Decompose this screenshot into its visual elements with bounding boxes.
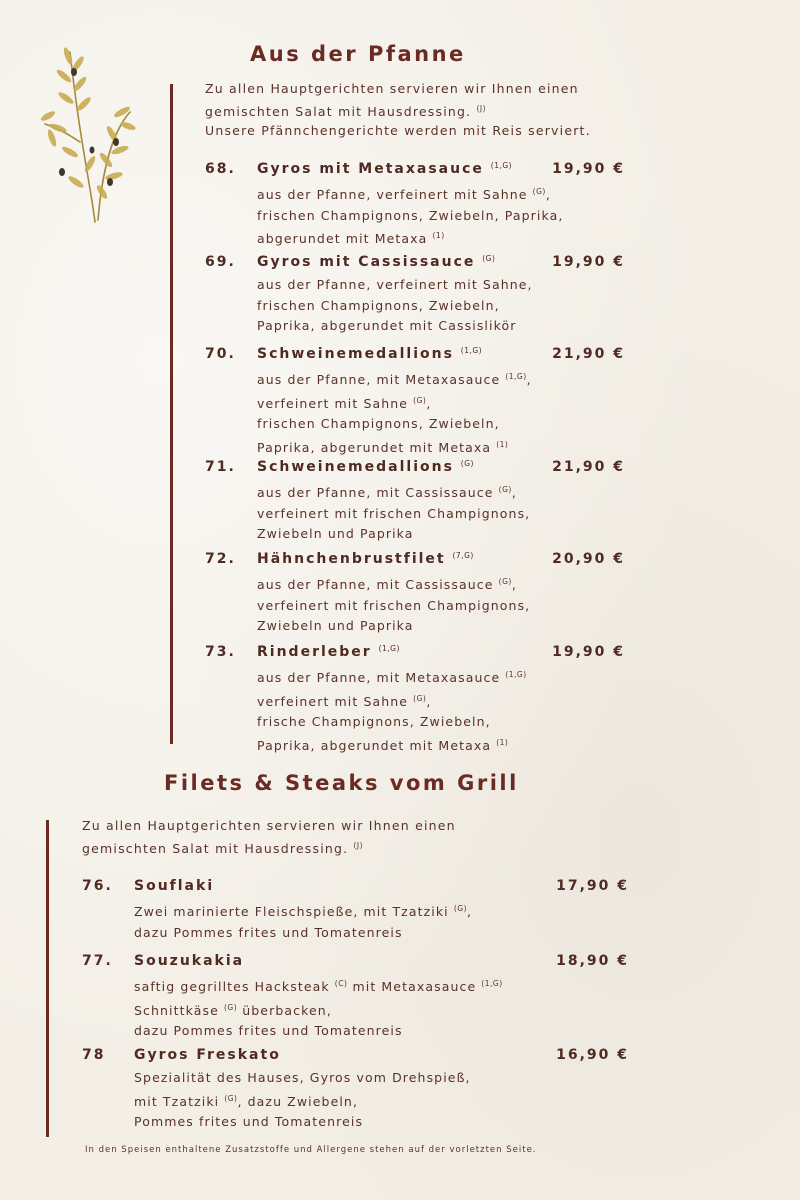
description-text: Schnittkäse	[134, 1002, 219, 1018]
allergen-code: (1,G)	[378, 644, 400, 653]
allergen-code: (1)	[496, 439, 509, 449]
allergen-code: (G)	[453, 904, 467, 913]
description-text: Paprika, abgerundet mit Metaxa	[257, 737, 492, 753]
description-line	[257, 206, 563, 227]
description-line	[257, 275, 533, 296]
description-line	[257, 316, 533, 337]
description-line	[134, 1068, 471, 1089]
description-text: mit Metaxasauce	[347, 979, 477, 994]
description-line	[257, 226, 563, 250]
description-text: Zwiebeln und Paprika	[257, 618, 414, 633]
allergen-code: (1)	[432, 231, 445, 240]
intro-text: Zu allen Hauptgerichten servieren wir Ihnen einen	[205, 81, 579, 96]
allergen-code: (G)	[460, 459, 474, 468]
description-text: ,	[511, 577, 517, 592]
allergen-code: (7,G)	[452, 551, 474, 560]
section-title-grill: Filets & Steaks vom Grill	[164, 771, 519, 795]
item-number: 69.	[205, 254, 236, 270]
description-line	[257, 712, 527, 733]
item-number: 71.	[205, 459, 236, 475]
item-name-text: Rinderleber	[257, 644, 372, 660]
description-line	[257, 524, 530, 545]
item-name-text: Souzukakia	[134, 953, 245, 969]
allergen-code: (G)	[413, 395, 427, 405]
item-price: 21,90 €	[552, 459, 625, 475]
description-line	[134, 899, 472, 923]
description-line	[134, 1089, 471, 1113]
description-line	[257, 182, 563, 206]
description-text: aus der Pfanne, mit Metaxasauce	[257, 372, 501, 387]
allergen-code: (G)	[413, 693, 427, 703]
description-line	[134, 923, 472, 944]
allergen-code: (C)	[334, 979, 348, 988]
description-line	[257, 665, 527, 689]
item-name-text: Schweinemedallions	[257, 346, 454, 362]
description-text: ,	[511, 485, 517, 500]
description-line	[257, 414, 532, 435]
description-text: Spezialität des Hauses, Gyros vom Drehspieß,	[134, 1070, 471, 1085]
item-number: 76.	[82, 878, 113, 894]
section-intro	[205, 79, 591, 141]
intro-text: Unsere Pfännchengerichte werden mit Reis serviert.	[205, 123, 591, 138]
item-description	[257, 480, 530, 545]
description-text: verfeinert mit frischen Champignons,	[257, 597, 531, 613]
description-line	[134, 998, 503, 1022]
intro-text: gemischten Salat mit Hausdressing.	[82, 840, 349, 856]
item-description	[134, 899, 472, 943]
item-description	[134, 1068, 471, 1133]
allergen-code: (G)	[532, 187, 546, 196]
item-price: 20,90 €	[552, 551, 625, 567]
item-name	[134, 1047, 281, 1063]
description-text: aus der Pfanne, mit Metaxasauce	[257, 670, 501, 685]
item-number: 72.	[205, 551, 236, 567]
item-name-text: Schweinemedallions	[257, 459, 454, 475]
description-line	[257, 504, 530, 525]
section-divider-bar	[170, 84, 173, 744]
description-text: frischen Champignons, Zwiebeln,	[257, 297, 500, 313]
description-line	[257, 596, 530, 617]
item-name	[134, 953, 244, 969]
description-text: überbacken,	[237, 1002, 332, 1018]
item-name	[257, 551, 474, 567]
allergen-code: (J)	[476, 103, 487, 113]
description-text: aus der Pfanne, verfeinert mit Sahne	[257, 187, 528, 202]
item-name	[257, 644, 400, 660]
description-text: , dazu Zwiebeln,	[237, 1093, 359, 1109]
item-name	[257, 459, 474, 475]
item-name-text: Hähnchenbrustfilet	[257, 551, 446, 567]
item-number: 70.	[205, 346, 236, 362]
description-text: dazu Pommes frites und Tomatenreis	[134, 924, 403, 940]
item-number: 68.	[205, 161, 236, 177]
section-intro	[82, 816, 456, 858]
item-name-text: Gyros Freskato	[134, 1047, 281, 1063]
allergen-code: (1,G)	[505, 670, 527, 679]
intro-text: Zu allen Hauptgerichten servieren wir Ihnen einen	[82, 818, 456, 833]
allergen-footnote: In den Speisen enthaltene Zusatzstoffe und Allergene stehen auf der vorletzten Seite.	[85, 1145, 537, 1155]
allergen-code: (1,G)	[505, 372, 527, 381]
allergen-code: (G)	[224, 1093, 238, 1103]
item-name-text: Souflaki	[134, 878, 215, 894]
intro-line	[82, 836, 456, 859]
description-line	[257, 616, 530, 637]
description-text: verfeinert mit Sahne	[257, 693, 409, 709]
allergen-code: (1,G)	[481, 979, 503, 988]
item-name	[257, 254, 495, 270]
description-line	[257, 480, 530, 504]
description-text: ,	[426, 693, 432, 709]
allergen-code: (1,G)	[490, 161, 513, 170]
description-line	[257, 296, 533, 317]
item-number: 78	[82, 1047, 106, 1063]
item-description	[257, 275, 533, 337]
description-text: Paprika, abgerundet mit Metaxa	[257, 439, 492, 455]
intro-line	[82, 816, 456, 836]
item-description	[257, 572, 530, 637]
description-text: dazu Pommes frites und Tomatenreis	[134, 1023, 403, 1038]
description-text: frische Champignons, Zwiebeln,	[257, 714, 491, 729]
description-text: mit Tzatziki	[134, 1093, 220, 1109]
description-line	[257, 435, 532, 459]
allergen-code: (1)	[496, 737, 509, 747]
description-text: aus der Pfanne, mit Cassissauce	[257, 485, 494, 500]
section-divider-bar	[46, 820, 49, 1137]
description-text: Paprika, abgerundet mit Cassislikör	[257, 318, 517, 333]
allergen-code: (G)	[498, 485, 512, 494]
description-text: ,	[526, 372, 532, 387]
intro-line	[205, 79, 591, 99]
item-name	[257, 161, 512, 177]
description-text: verfeinert mit Sahne	[257, 395, 409, 411]
description-text: Pommes frites und Tomatenreis	[134, 1114, 364, 1129]
description-text: verfeinert mit frischen Champignons,	[257, 505, 531, 521]
description-line	[134, 974, 503, 998]
item-name	[257, 346, 482, 362]
allergen-code: (J)	[353, 840, 364, 850]
allergen-code: (1,G)	[460, 346, 483, 355]
description-line	[257, 689, 527, 713]
item-name	[134, 878, 214, 894]
item-price: 21,90 €	[552, 346, 625, 362]
description-line	[134, 1021, 503, 1042]
item-name-text: Gyros mit Cassissauce	[257, 254, 476, 270]
olive-branch-icon	[40, 42, 140, 227]
description-text: saftig gegrilltes Hacksteak	[134, 979, 330, 994]
allergen-code: (G)	[482, 254, 496, 263]
description-text: frischen Champignons, Zwiebeln,	[257, 416, 500, 431]
item-number: 77.	[82, 953, 113, 969]
description-text: abgerundet mit Metaxa	[257, 231, 428, 246]
item-price: 18,90 €	[556, 953, 629, 969]
item-name-text: Gyros mit Metaxasauce	[257, 161, 484, 177]
description-line	[257, 367, 532, 391]
description-line	[257, 391, 532, 415]
description-text: Zwiebeln und Paprika	[257, 526, 414, 541]
item-price: 16,90 €	[556, 1047, 629, 1063]
item-description	[134, 974, 503, 1042]
item-price: 17,90 €	[556, 878, 629, 894]
description-line	[257, 733, 527, 757]
item-number: 73.	[205, 644, 236, 660]
description-text: ,	[545, 187, 551, 202]
intro-text: gemischten Salat mit Hausdressing.	[205, 103, 472, 119]
item-description	[257, 665, 527, 756]
description-line	[134, 1112, 471, 1133]
description-text: frischen Champignons, Zwiebeln, Paprika,	[257, 207, 564, 223]
intro-line	[205, 121, 591, 141]
item-description	[257, 182, 563, 250]
item-description	[257, 367, 532, 458]
description-text: Zwei marinierte Fleischspieße, mit Tzatziki	[134, 904, 449, 919]
intro-line	[205, 99, 591, 122]
description-line	[257, 572, 530, 596]
item-price: 19,90 €	[552, 254, 625, 270]
description-text: ,	[426, 395, 432, 411]
description-text: aus der Pfanne, mit Cassissauce	[257, 577, 494, 592]
description-text: ,	[467, 904, 473, 919]
item-price: 19,90 €	[552, 644, 625, 660]
allergen-code: (G)	[224, 1002, 238, 1012]
description-text: aus der Pfanne, verfeinert mit Sahne,	[257, 277, 533, 292]
section-title-pfanne: Aus der Pfanne	[250, 42, 466, 66]
allergen-code: (G)	[498, 577, 512, 586]
item-price: 19,90 €	[552, 161, 625, 177]
